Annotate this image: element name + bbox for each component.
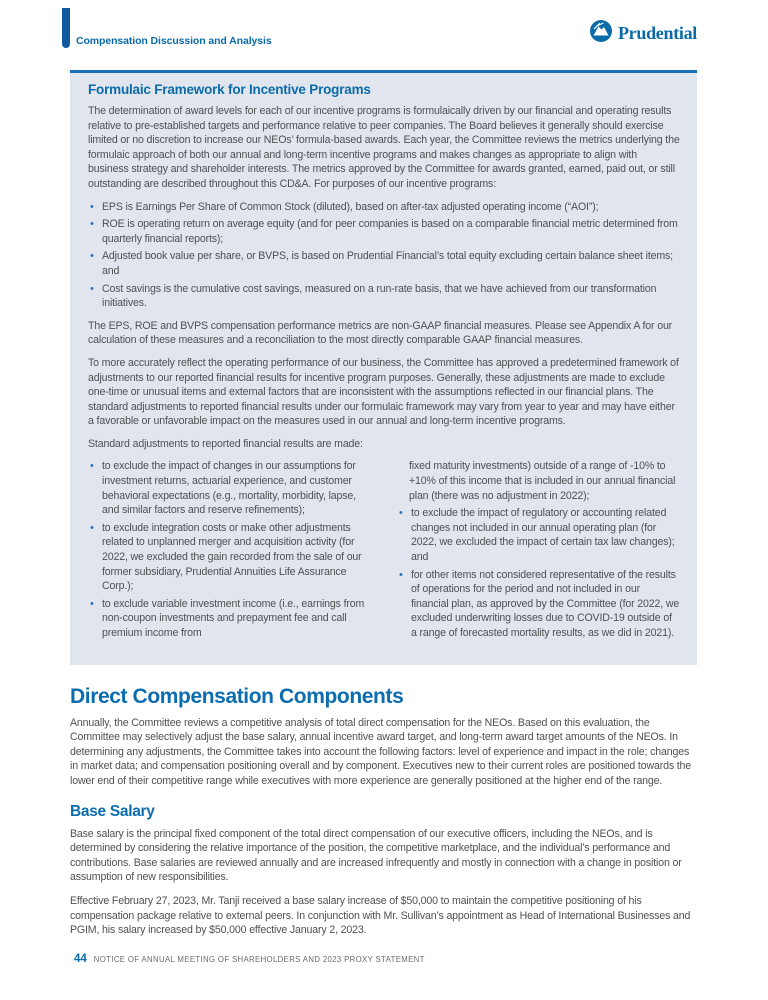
base-salary-title: Base Salary <box>70 802 155 820</box>
base-salary-paragraph-1: Base salary is the principal fixed component of the total direct compensation of our executive officers, including the NEOs, and is determined by considering the relative importance of the position, the competitive marketplace, and the individual’s performance and contributions. Base salaries are reviewed annually and are increased infrequently and mostly in connection with a change in position or assumption of new responsibilities. <box>70 827 682 884</box>
incentive-metrics-list <box>88 200 680 311</box>
right-column <box>397 459 680 648</box>
bullet-continuation-text: fixed maturity investments) outside of a range of -10% to +10% of this income that is included in our annual financial plan (there was no adjustment in 2022); <box>409 460 676 502</box>
list-item: • for other items not considered representative of the results of operations for the period and not included in our financial plan, as approved by the Committee (for 2022, we excluded underwriting losses due to COVID-19 outside of a range of forecasted mortality results, as we did in 2021). <box>399 568 680 641</box>
list-item: • to exclude integration costs or make other adjustments related to unplanned merger and acquisition activity (for 2022, we excluded the gain recorded from the sale of our former subsidiary, Prudential Annuities Life Assurance Corp.); <box>90 521 371 594</box>
section-label: Compensation Discussion and Analysis <box>76 35 272 47</box>
list-item: • EPS is Earnings Per Share of Common Stock (diluted), based on after-tax adjusted operating income (“AOI”); <box>90 200 680 215</box>
prudential-rock-icon <box>589 19 613 48</box>
standard-adjustments-columns <box>88 459 680 648</box>
page-header <box>62 0 697 48</box>
framework-intro-paragraph: The determination of award levels for each of our incentive programs is formulaically driven by our financial and operating results relative to pre-established targets and performance relative to peer companies. The Board believes it generally should exercise limited or no discretion to increase our NEOs’ formula-based awards. Each year, the Committee reviews the metrics underlying the formulaic approach of both our annual and long-term incentive programs and makes changes as appropriate to align with business strategy and shareholder interests. The metrics approved by the Committee for awards granted, earned, paid out, or still outstanding are described throughout this CD&A. For purposes of our incentive programs: <box>88 105 680 190</box>
non-gaap-note-paragraph: The EPS, ROE and BVPS compensation performance metrics are non-GAAP financial measures. Please see Appendix A for our calculation of these measures and a reconciliation to the most directly comparable GAAP financial measures. <box>88 319 673 347</box>
brand-wordmark: Prudential <box>617 23 697 43</box>
section-header <box>62 8 272 48</box>
direct-compensation-title: Direct Compensation Components <box>70 684 404 708</box>
section-accent-bar <box>62 8 70 48</box>
footer-text: NOTICE OF ANNUAL MEETING OF SHAREHOLDERS AND 2023 PROXY STATEMENT <box>93 955 425 964</box>
standard-adjustments-intro: Standard adjustments to reported financial results are made: <box>88 437 363 450</box>
standard-adjustments-list-left <box>88 459 371 640</box>
page-number: 44 <box>74 953 87 965</box>
page <box>0 0 768 48</box>
left-column <box>88 459 371 648</box>
list-item: • to exclude the impact of regulatory or accounting related changes not included in our annual operating plan (for 2022, we excluded the impact of certain tax law changes); and <box>399 506 680 564</box>
page-footer <box>74 953 425 965</box>
base-salary-paragraph-2: Effective February 27, 2023, Mr. Tanji received a base salary increase of $50,000 to maintain the competitive positioning of his compensation package relative to external peers. In conjunction with Mr. Sullivan’s appointment as Head of International Businesses and PGIM, his salary increased by $50,000 effective January 2, 2023. <box>70 894 691 937</box>
box-title: Formulaic Framework for Incentive Programs <box>88 82 371 97</box>
direct-compensation-section <box>70 685 697 938</box>
list-item: • to exclude variable investment income (i.e., earnings from non-coupon investments and prepayment fee and call premium income from <box>90 597 371 641</box>
prudential-logo <box>589 19 697 48</box>
standard-adjustments-list-right <box>397 506 680 640</box>
list-item: • Adjusted book value per share, or BVPS, is based on Prudential Financial’s total equity excluding certain balance sheet items; and <box>90 249 680 278</box>
list-item: • to exclude the impact of changes in our assumptions for investment returns, actuarial experience, and customer behavioral expectations (e.g., mortality, morbidity, lapse, and similar factors and reserve refinements); <box>90 459 371 517</box>
adjustments-paragraph: To more accurately reflect the operating performance of our business, the Committee has approved a predetermined framework of adjustments to our reported financial results for incentive program purposes. Generally, these adjustments are made to exclude one-time or unusual items and external factors that are inconsistent with the assumptions reflected in our financial plans. The standard adjustments to reported financial results under our formulaic framework may vary from year to year and may have either a favorable or unfavorable impact on the measures used in our annual and long-term incentive programs. <box>88 356 679 428</box>
list-item: • ROE is operating return on average equity (and for peer companies is based on a comparable financial metric determined from quarterly financial reports); <box>90 217 680 246</box>
direct-compensation-paragraph: Annually, the Committee reviews a competitive analysis of total direct compensation for the NEOs. Based on this evaluation, the Committee may selectively adjust the base salary, annual incentive award target, and long-term award target amounts of the NEOs. In determining any adjustments, the Committee takes into account the following factors: level of experience and impact in the role; changes in market data; and compensation positioning overall and by component. Executives new to their current roles are positioned towards the lower end of their competitive range while executives with more experience are generally positioned at the higher end of the range. <box>70 716 692 787</box>
list-item: • Cost savings is the cumulative cost savings, measured on a run-rate basis, that we have achieved from our transformation initiatives. <box>90 282 680 311</box>
formulaic-framework-box <box>70 70 697 665</box>
